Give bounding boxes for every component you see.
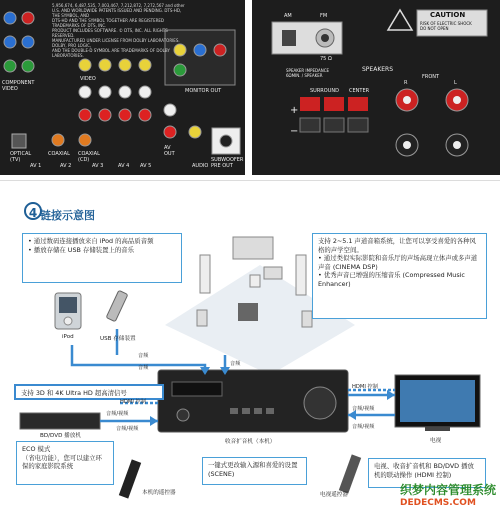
- usb-label: USB 存储装置: [100, 336, 136, 342]
- license-text: [52, 3, 187, 58]
- caption-hdmi-control-right: HDMI 控制: [352, 384, 378, 390]
- plus-sign: +: [290, 105, 299, 116]
- audio-label: AUDIO: [192, 163, 209, 169]
- caption-av-right-1: 音频/视频: [352, 406, 375, 412]
- caption-audio-speakers: 音频: [230, 361, 241, 367]
- callout-line: 电视、收音扩音机和 BD/DVD 播放机的联动操作 (HDMI 控制): [374, 462, 474, 479]
- coaxial-label: COAXIAL: [48, 151, 70, 157]
- callout-line: • 播放存储在 USB 存储装置上的音乐: [28, 245, 135, 254]
- remote-unit-label: 本机的遥控器: [142, 490, 176, 496]
- receiver-label: 收音扩音机（本机）: [225, 439, 276, 445]
- ohm-label: 75 Ω: [320, 56, 332, 62]
- optical-label: OPTICAL (TV): [10, 151, 32, 163]
- av-4-label: AV 4: [118, 163, 130, 169]
- step-number: 4: [24, 202, 42, 220]
- component-video-label: COMPONENT VIDEO: [2, 80, 35, 92]
- callout-ipod-usb: [22, 233, 182, 283]
- caution-sub-label: RISK OF ELECTRIC SHOCK DO NOT OPEN: [420, 21, 472, 31]
- callout-line: • 通过类似实际影院和音乐厅的声场高现立体声或多声道声音 (CINEMA DSP): [318, 254, 478, 271]
- callout-line: ECO 模式 （省电功能），您可以建立环保的家庭影院系统: [22, 445, 102, 470]
- ipod-label: iPod: [62, 334, 74, 340]
- callout-line: 支持 2~5.1 声道音箱系统，让您可以享受喜爱的各种风格的声学空间。: [318, 237, 476, 254]
- av-5-label: AV 5: [140, 163, 152, 169]
- tv-label: 电视: [430, 438, 442, 444]
- license-line: AND THE DOUBLE-D SYMBOL ARE TRADEMARKS OF DOLBY LABORATORIES.: [52, 48, 170, 58]
- callout-line: 一键式更改输入源和喜爱的设置 (SCENE): [208, 461, 298, 478]
- center-label: CENTER: [349, 88, 370, 94]
- callout-eco: [16, 441, 114, 485]
- callout-line: • 通过数码连接播放来自 iPod 的高品质音频: [28, 237, 154, 245]
- front-label: FRONT: [422, 74, 440, 80]
- speaker-impedance-label: SPEAKER IMPEDANCE 6ΩMIN. / SPEAKER: [286, 68, 330, 78]
- callout-line: • 优秀声音已增强的压缩音乐 (Compressed Music Enhancer): [318, 271, 465, 288]
- license-line: 5,956,674, 6,487,535, 7,003,467, 7,212,872, 7,272,567 and other: [52, 3, 185, 8]
- av-2-label: AV 2: [60, 163, 72, 169]
- watermark-cn: 织梦内容管理系统: [399, 483, 496, 497]
- section-divider: [0, 180, 500, 181]
- l-channel-label: L: [454, 80, 457, 86]
- caption-audio-usb: 音频: [138, 365, 149, 371]
- speakers-label: SPEAKERS: [362, 66, 394, 73]
- callout-line: 支持 3D 和 4K Ultra HD 超高清信号: [21, 389, 127, 397]
- caption-hdmi-control-left: HDMI 控制: [120, 399, 146, 405]
- license-line: MANUFACTURED UNDER LICENSE FROM DOLBY LABORATORIES. DOLBY, PRO LOGIC,: [52, 38, 180, 48]
- caption-av-left-2: 音频/视频: [116, 426, 139, 432]
- caption-av-left-1: 音频/视频: [106, 411, 129, 417]
- remote-tv-label: 电视遥控器: [320, 492, 348, 498]
- video-label: VIDEO: [80, 76, 96, 82]
- callout-speaker-system: [312, 233, 487, 319]
- av-out-label: AV OUT: [164, 145, 175, 157]
- caption-av-right-2: 音频/视频: [352, 424, 375, 430]
- subwoofer-label: SUBWOOFER PRE OUT: [211, 157, 244, 169]
- license-line: PRODUCT INCLUDES SOFTWARE. © DTS, INC. ALL RIGHTS RESERVED.: [52, 28, 168, 38]
- rear-panel-left: [0, 0, 245, 175]
- r-channel-label: R: [404, 80, 408, 86]
- bd-dvd-label: BD/DVD 播放机: [40, 433, 81, 439]
- caption-audio-ipod: 音频: [138, 353, 149, 359]
- caution-label: CAUTION: [430, 11, 466, 19]
- license-line: DTS-HD AND THE SYMBOL TOGETHER ARE REGISTERED TRADEMARKS OF DTS, INC.: [52, 18, 164, 28]
- fm-label: FM: [320, 13, 328, 19]
- watermark-url: DEDECMS.COM: [399, 498, 476, 508]
- callout-scene: [202, 457, 307, 485]
- surround-label: SURROUND: [310, 88, 339, 94]
- am-label: AM: [284, 13, 292, 19]
- license-line: U.S. AND WORLDWIDE PATENTS ISSUED AND PENDING. DTS-HD, THE SYMBOL, AND: [52, 8, 182, 18]
- av-3-label: AV 3: [92, 163, 104, 169]
- diagram-title: 链接示意图: [40, 209, 95, 222]
- minus-sign: −: [290, 126, 299, 137]
- watermark: [400, 481, 496, 508]
- rear-panel-right: [252, 0, 500, 175]
- coaxial-cd-label: COAXIAL (CD): [78, 151, 100, 163]
- monitor-out-label: MONITOR OUT: [185, 88, 222, 94]
- av-1-label: AV 1: [30, 163, 42, 169]
